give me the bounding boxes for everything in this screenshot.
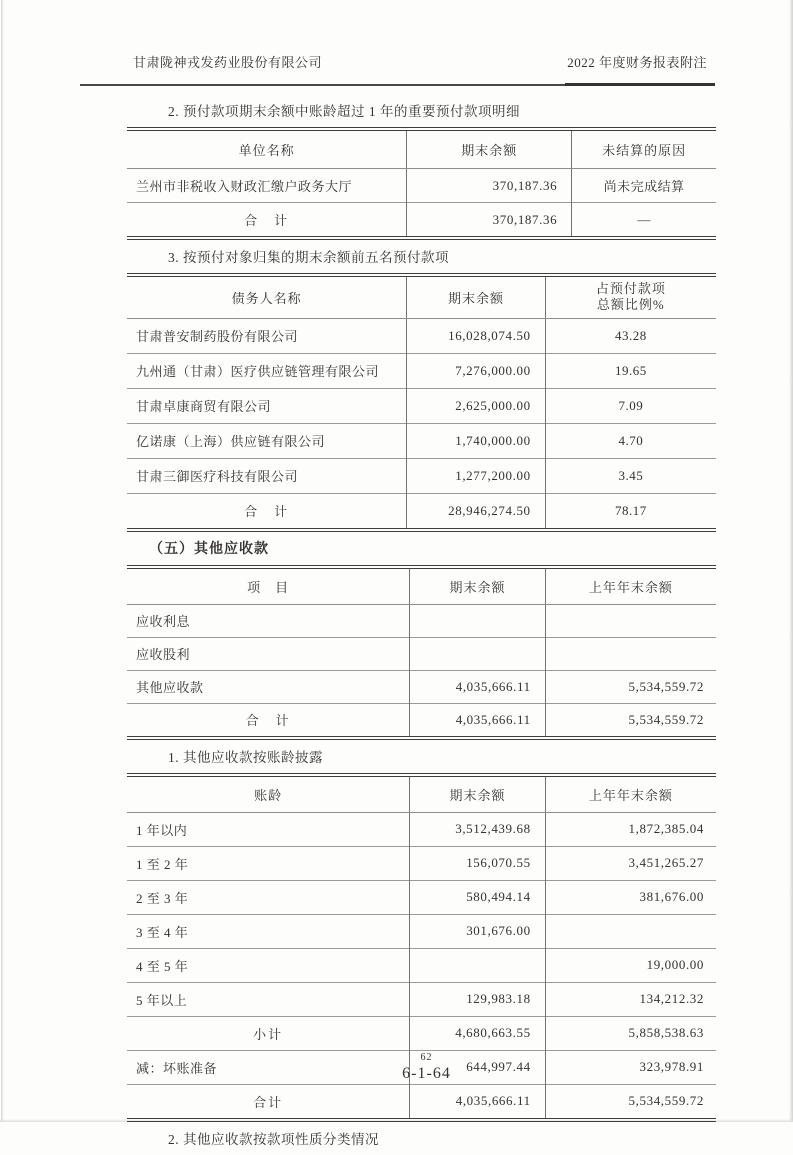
- cell-aging-band: 3 至 4 年: [127, 914, 410, 948]
- col-header-ending-balance: 期末余额: [407, 129, 572, 169]
- cell-amount: 5,534,559.72: [545, 703, 716, 738]
- section-other-receivables-title: （五）其他应收款: [149, 541, 269, 557]
- cell-amount: 4,035,666.11: [410, 670, 545, 703]
- cell-amount: 28,946,274.50: [407, 493, 545, 530]
- section-other-recv-nature-title: 2. 其他应收款按款项性质分类情况: [168, 1131, 379, 1147]
- cell-percentage: 7.09: [545, 388, 716, 423]
- table-total-row: [127, 703, 716, 738]
- document-title: 2022 年度财务报表附注: [567, 55, 707, 70]
- col-header-prior-year-balance: 上年年末余额: [545, 567, 716, 605]
- section-prepay-top5-title: 3. 按预付对象归集的期末余额前五名预付款项: [168, 250, 449, 265]
- cell-amount: 381,676.00: [545, 880, 716, 914]
- col-header-ending-balance: 期末余额: [407, 275, 545, 318]
- col-header-debtor-name: 债务人名称: [127, 275, 407, 318]
- header-rule-right: [565, 83, 715, 86]
- table-row: [127, 388, 716, 423]
- scan-right-edge: [789, 0, 793, 1122]
- cell-amount: [410, 948, 545, 982]
- cell-debtor-name: 甘肃普安制药股份有限公司: [136, 329, 299, 344]
- table-subtotal-row: [127, 1016, 716, 1050]
- table-row: [127, 169, 716, 203]
- table-header-row: [127, 775, 716, 813]
- cell-amount: [545, 914, 716, 948]
- table-row: [127, 637, 716, 670]
- cell-amount: 19,000.00: [545, 948, 716, 982]
- other-receivables-table: [127, 565, 716, 740]
- cell-amount: 370,187.36: [407, 203, 572, 239]
- col-header-ending-balance: 期末余额: [410, 775, 545, 813]
- cell-percentage: 3.45: [545, 458, 716, 493]
- header-line1: 占预付款项: [595, 281, 666, 296]
- col-header-unsettled-reason: 未结算的原因: [572, 129, 716, 169]
- table-header-row: [127, 275, 716, 318]
- cell-aging-band: 4 至 5 年: [127, 948, 410, 982]
- cell-percentage: 43.28: [545, 318, 716, 353]
- prepay-over1yr-table: [127, 127, 716, 240]
- cell-reason: —: [572, 203, 716, 239]
- prepay-top5-table: [127, 273, 716, 532]
- cell-total-label: 合 计: [127, 703, 410, 738]
- cell-reason: 尚未完成结算: [572, 169, 716, 203]
- cell-amount: 323,978.91: [545, 1050, 716, 1084]
- company-name: 甘肃陇神戎发药业股份有限公司: [133, 55, 323, 70]
- col-header-item: 项 目: [127, 567, 410, 605]
- table-row: [127, 914, 716, 948]
- cell-amount: 5,534,559.72: [545, 1084, 716, 1120]
- cell-amount: 4,035,666.11: [410, 1084, 545, 1120]
- cell-amount: 129,983.18: [410, 982, 545, 1016]
- cell-aging-band: 5 年以上: [127, 982, 410, 1016]
- cell-amount: 1,740,000.00: [407, 423, 545, 458]
- cell-amount: [545, 604, 716, 637]
- cell-amount: 7,276,000.00: [407, 353, 545, 388]
- cell-amount: 2,625,000.00: [407, 388, 545, 423]
- table-row: [127, 948, 716, 982]
- page-number: 6-1-64: [402, 1065, 451, 1082]
- sheet-number: 62: [420, 1052, 433, 1063]
- table-row: [127, 812, 716, 846]
- table-row: [127, 423, 716, 458]
- table-header-row: [127, 567, 716, 605]
- col-header-ending-balance: 期末余额: [410, 567, 545, 605]
- cell-amount: 1,277,200.00: [407, 458, 545, 493]
- col-header-prior-year-balance: 上年年末余额: [545, 775, 716, 813]
- cell-item: 其他应收款: [127, 670, 410, 703]
- table-row: [127, 458, 716, 493]
- cell-amount: 580,494.14: [410, 880, 545, 914]
- table-header-row: [127, 129, 716, 169]
- cell-amount: 16,028,074.50: [407, 318, 545, 353]
- table-row: [127, 846, 716, 880]
- section-other-recv-aging-title: 1. 其他应收款按账龄披露: [168, 749, 323, 765]
- cell-amount: 134,212.32: [545, 982, 716, 1016]
- cell-total-label: 合 计: [127, 203, 407, 239]
- cell-amount: 3,451,265.27: [545, 846, 716, 880]
- cell-debtor-name: 九州通（甘肃）医疗供应链管理有限公司: [127, 353, 407, 388]
- section-prepay-over1yr-title: 2. 预付款项期末余额中账龄超过 1 年的重要预付款项明细: [168, 104, 520, 119]
- cell-amount: 4,035,666.11: [410, 703, 545, 738]
- scan-left-edge: [1, 0, 4, 1122]
- cell-debtor-name: 甘肃三御医疗科技有限公司: [127, 458, 407, 493]
- cell-amount: 156,070.55: [410, 846, 545, 880]
- cell-debtor-name: 甘肃卓康商贸有限公司: [127, 388, 407, 423]
- cell-amount: [410, 604, 545, 637]
- cell-percentage: 19.65: [545, 353, 716, 388]
- cell-percentage: 4.70: [545, 423, 716, 458]
- cell-aging-band: 2 至 3 年: [127, 880, 410, 914]
- cell-subtotal-label: 小计: [127, 1016, 410, 1050]
- header-line2: 总额比例%: [596, 297, 665, 313]
- cell-total-label: 合 计: [127, 493, 407, 530]
- table-row: [127, 353, 716, 388]
- cell-amount: 1,872,385.04: [545, 812, 716, 846]
- cell-less-bad-debt-label: 减：坏账准备: [127, 1050, 410, 1084]
- table-total-row: [127, 1084, 716, 1120]
- col-header-unit-name: 单位名称: [127, 129, 407, 169]
- table-row: [127, 604, 716, 637]
- cell-amount: 370,187.36: [407, 169, 572, 203]
- page-content: [127, 100, 716, 1155]
- cell-amount: [410, 637, 545, 670]
- cell-total-label: 合计: [127, 1084, 410, 1120]
- cell-amount: 5,534,559.72: [545, 670, 716, 703]
- cell-percentage: 78.17: [545, 493, 716, 530]
- cell-amount: 3,512,439.68: [410, 812, 545, 846]
- table-row: [127, 670, 716, 703]
- table-total-row: [127, 493, 716, 530]
- cell-debtor-name: 亿诺康（上海）供应链有限公司: [127, 423, 407, 458]
- col-header-aging: 账龄: [127, 775, 410, 813]
- cell-item: 应收利息: [136, 614, 191, 629]
- cell-unit-name: 兰州市非税收入财政汇缴户政务大厅: [136, 179, 353, 194]
- cell-amount: 644,997.44: [410, 1050, 545, 1084]
- page-footer: [0, 1052, 793, 1083]
- table-row: [127, 318, 716, 353]
- cell-amount: 301,676.00: [410, 914, 545, 948]
- cell-amount: 4,680,663.55: [410, 1016, 545, 1050]
- table-row: [127, 982, 716, 1016]
- cell-aging-band: 1 至 2 年: [127, 846, 410, 880]
- table-total-row: [127, 203, 716, 239]
- cell-amount: [545, 637, 716, 670]
- cell-amount: 5,858,538.63: [545, 1016, 716, 1050]
- table-row: [127, 880, 716, 914]
- cell-item: 应收股利: [127, 637, 410, 670]
- col-header-pct-of-prepayments: [545, 275, 716, 318]
- cell-aging-band: 1 年以内: [136, 822, 188, 838]
